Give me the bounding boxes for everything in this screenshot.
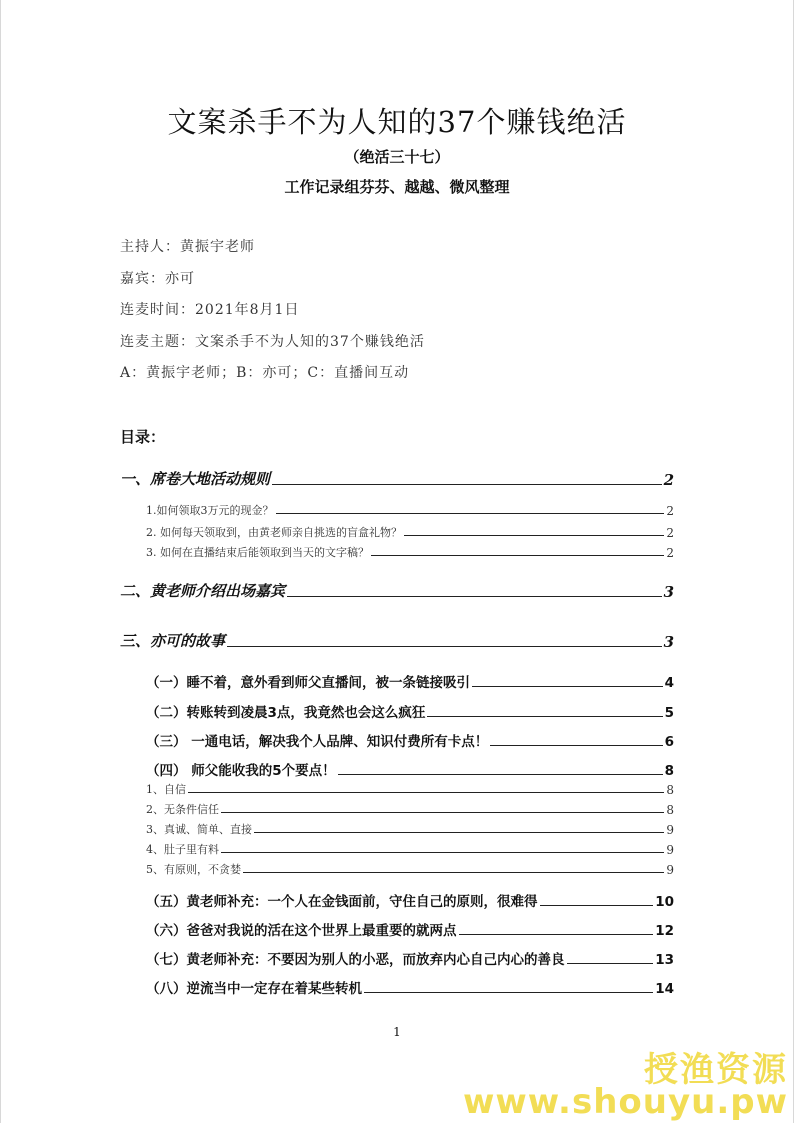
toc-entry-page: 14 [655, 981, 674, 997]
toc-entry-page: 12 [655, 923, 674, 939]
toc-entry-page: 10 [655, 894, 674, 910]
toc-entry-page: 9 [666, 823, 674, 837]
toc-entry-label: 1.如何领取3万元的现金？ [146, 504, 274, 517]
toc-entry[interactable] [146, 671, 674, 691]
toc-entry-label: （一）睡不着，意外看到师父直播间，被一条链接吸引 [146, 675, 470, 691]
toc-entry-label: （四） 师父能收我的5个要点！ [146, 763, 336, 779]
toc-leader-line [221, 852, 664, 853]
toc-entry-label: 4、肚子里有料 [146, 843, 219, 856]
toc-entry-page: 2 [666, 504, 674, 518]
toc-entry-label: 2. 如何每天领取到，由黄老师亲自挑选的盲盒礼物？ [146, 526, 402, 539]
toc-entry[interactable] [146, 890, 674, 910]
toc-leader-line [338, 774, 663, 775]
meta-host: 主持人：黄振宇老师 [120, 239, 255, 255]
toc-entry-label: 2、无条件信任 [146, 803, 219, 816]
toc-entry-page: 8 [666, 803, 674, 817]
toc-entry[interactable] [120, 468, 674, 489]
meta-block [120, 234, 425, 392]
toc-entry-page: 8 [664, 763, 674, 779]
toc-entry-page: 13 [655, 952, 674, 968]
page-edge-left [0, 0, 1, 1123]
toc-entry-page: 3 [663, 583, 674, 601]
toc-entry-label: （七）黄老师补充：不要因为别人的小恶，而放弃内心自己内心的善良 [146, 952, 565, 968]
toc-entry[interactable] [146, 861, 674, 877]
toc-entry[interactable] [146, 977, 674, 997]
toc-entry[interactable] [146, 821, 674, 837]
toc-entry-label: （六）爸爸对我说的活在这个世界上最重要的就两点 [146, 923, 457, 939]
toc-entry-label: 3. 如何在直播结束后能领取到当天的文字稿？ [146, 546, 369, 559]
toc-leader-line [272, 484, 662, 485]
toc-entry-label: 3、真诚、简单、直接 [146, 823, 252, 836]
toc-entry[interactable] [146, 524, 674, 540]
toc-entry[interactable] [120, 580, 674, 601]
toc-entry[interactable] [146, 919, 674, 939]
toc-entry[interactable] [146, 948, 674, 968]
toc-entry-page: 9 [666, 843, 674, 857]
meta-speakers: A：黄振宇老师；B：亦可；C：直播间互动 [120, 365, 410, 381]
toc-entry-label: （二）转账转到凌晨3点，我竟然也会这么疯狂 [146, 705, 426, 721]
toc-entry[interactable] [146, 701, 674, 721]
toc-entry[interactable] [146, 544, 674, 560]
meta-date: 连麦时间：2021年8月1日 [120, 302, 300, 318]
toc-leader-line [227, 646, 662, 647]
toc-leader-line [459, 934, 654, 935]
meta-guest: 嘉宾：亦可 [120, 270, 195, 287]
toc-entry-page: 5 [664, 705, 674, 721]
toc-leader-line [243, 872, 664, 873]
page-number: 1 [393, 1025, 401, 1039]
toc-entry-page: 2 [663, 471, 674, 489]
toc-leader-line [472, 686, 663, 687]
toc-entry-label: （八）逆流当中一定存在着某些转机 [146, 981, 362, 997]
watermark-url: www.shouyu.pw [462, 1082, 788, 1122]
toc-leader-line [540, 905, 654, 906]
toc-leader-line [490, 745, 662, 746]
document-credit: 工作记录组芬芬、越越、微风整理 [284, 178, 510, 196]
toc-entry-page: 6 [664, 734, 674, 750]
toc-entry[interactable] [146, 502, 674, 518]
document-title: 文案杀手不为人知的37个赚钱绝活 [167, 105, 627, 139]
toc-leader-line [364, 992, 653, 993]
watermark-text: 授渔资源 [644, 1050, 788, 1090]
toc-entry[interactable] [146, 759, 674, 779]
toc-leader-line [276, 513, 665, 514]
toc-leader-line [404, 535, 664, 536]
toc-entry-page: 8 [666, 783, 674, 797]
toc-entry[interactable] [146, 730, 674, 750]
toc-entry-page: 2 [666, 546, 674, 560]
toc-entry-page: 3 [663, 633, 674, 651]
toc-leader-line [254, 832, 664, 833]
toc-entry-label: 三、亦可的故事 [120, 632, 226, 650]
toc-entry-page: 2 [666, 526, 674, 540]
toc-leader-line [221, 812, 664, 813]
toc-leader-line [287, 596, 662, 597]
toc-entry[interactable] [146, 841, 674, 857]
meta-topic: 连麦主题：文案杀手不为人知的37个赚钱绝活 [120, 333, 425, 350]
toc-entry-label: （三） 一通电话，解决我个人品牌、知识付费所有卡点！ [146, 734, 489, 750]
toc-entry-label: 一、席卷大地活动规则 [120, 470, 271, 488]
toc-entry-page: 4 [664, 675, 674, 691]
toc-leader-line [567, 963, 654, 964]
toc-leader-line [188, 792, 664, 793]
toc-entry-label: （五）黄老师补充：一个人在金钱面前，守住自己的原则，很难得 [146, 894, 538, 910]
toc-entry-label: 1、自信 [146, 783, 186, 796]
toc-leader-line [371, 555, 664, 556]
toc-entry[interactable] [146, 801, 674, 817]
toc-entry[interactable] [120, 630, 674, 651]
toc-entry-label: 5、有原则，不贪婪 [146, 863, 241, 876]
toc-entry-page: 9 [666, 863, 674, 877]
toc-entry[interactable] [146, 781, 674, 797]
toc-entry-label: 二、黄老师介绍出场嘉宾 [120, 582, 286, 600]
toc-heading: 目录： [120, 428, 166, 446]
document-subtitle: （绝活三十七） [344, 148, 450, 166]
toc-leader-line [427, 716, 662, 717]
